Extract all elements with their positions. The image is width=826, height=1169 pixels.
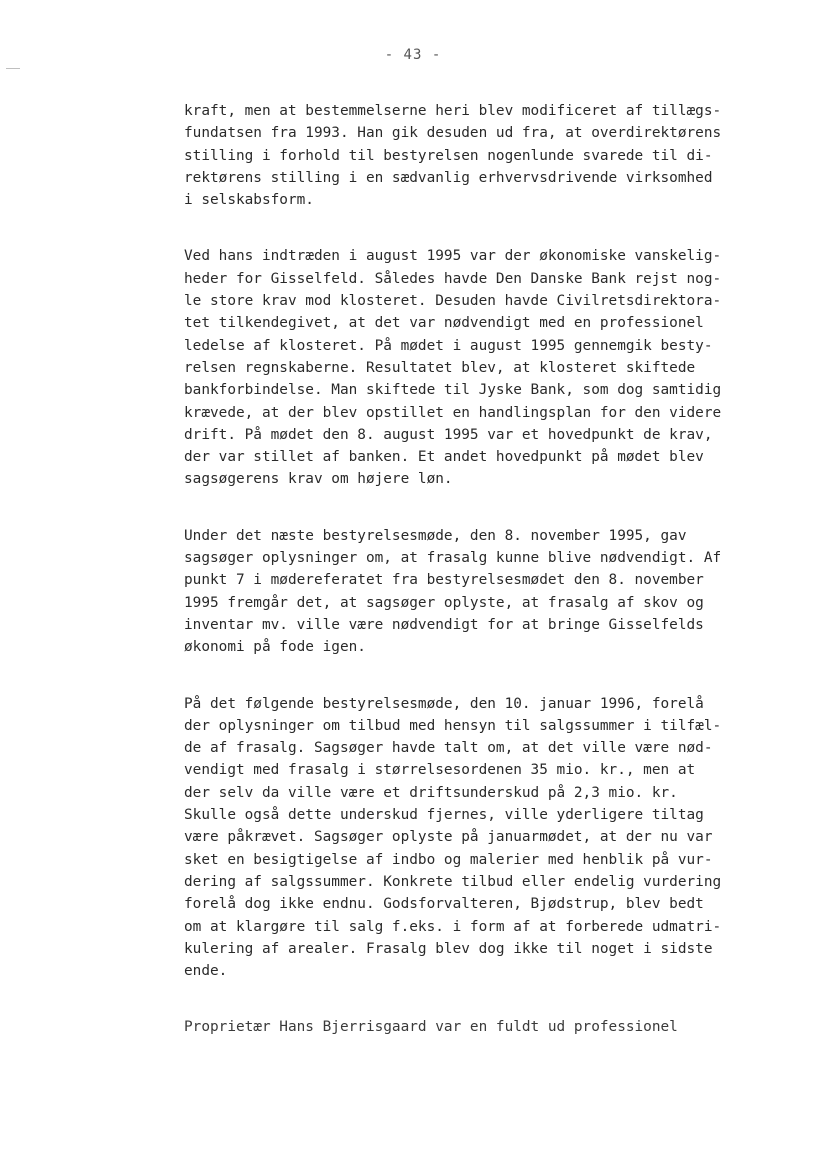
paragraph-2 — [184, 245, 816, 490]
text-line: i selskabsform. — [184, 192, 314, 209]
text-line: relsen regnskaberne. Resultatet blev, at klosteret skiftede — [184, 359, 696, 376]
text-line: sagsøgerens krav om højere løn. — [184, 471, 453, 488]
text-line: sagsøger oplysninger om, at frasalg kunne blive nødvendigt. Af — [184, 550, 722, 567]
text-line: der selv da ville være et driftsunderskud på 2,3 mio. kr. — [184, 784, 678, 801]
text-line: være påkrævet. Sagsøger oplyste på januarmødet, at der nu var — [184, 829, 713, 846]
text-line: Proprietær Hans Bjerrisgaard var en fuldt ud professionel — [184, 1019, 678, 1036]
text-line: krævede, at der blev opstillet en handlingsplan for den videre — [184, 404, 722, 421]
text-line: kulering af arealer. Frasalg blev dog ikke til noget i sidste — [184, 940, 713, 957]
text-line: Under det næste bestyrelsesmøde, den 8. november 1995, gav — [184, 527, 687, 544]
text-line: inventar mv. ville være nødvendigt for at bringe Gisselfelds — [184, 616, 704, 633]
text-line: tet tilkendegivet, at det var nødvendigt med en professionel — [184, 315, 704, 332]
paragraph-4 — [184, 693, 816, 983]
text-line: På det følgende bestyrelsesmøde, den 10. januar 1996, forelå — [184, 695, 704, 712]
text-line: ende. — [184, 963, 228, 980]
text-line: punkt 7 i mødereferatet fra bestyrelsesmødet den 8. november — [184, 572, 704, 589]
text-line: økonomi på fode igen. — [184, 639, 366, 656]
text-line: kraft, men at bestemmelserne heri blev modificeret af tillægs- — [184, 103, 722, 119]
text-line: Ved hans indtræden i august 1995 var der økonomiske vanskelig- — [184, 248, 722, 265]
paragraph-5 — [184, 1016, 816, 1038]
text-line: vendigt med frasalg i størrelsesordenen 35 mio. kr., men at — [184, 762, 696, 779]
scan-artifact-mark — [6, 68, 20, 69]
text-line: heder for Gisselfeld. Således havde Den Danske Bank rejst nog- — [184, 270, 722, 287]
text-line: forelå dog ikke endnu. Godsforvalteren, Bjødstrup, blev bedt — [184, 896, 704, 913]
text-line: le store krav mod klosteret. Desuden havde Civilretsdirektora- — [184, 293, 722, 310]
document-body — [184, 100, 816, 1073]
paragraph-1 — [184, 100, 816, 211]
page-number: - 43 - — [384, 47, 442, 63]
text-line: ledelse af klosteret. På mødet i august 1995 gennemgik besty- — [184, 337, 713, 354]
text-line: rektørens stilling i en sædvanlig erhvervsdrivende virksomhed — [184, 169, 713, 186]
text-line: drift. På mødet den 8. august 1995 var et hovedpunkt de krav, — [184, 426, 713, 443]
text-line: der var stillet af banken. Et andet hovedpunkt på mødet blev — [184, 449, 704, 466]
text-line: sket en besigtigelse af indbo og malerier med henblik på vur- — [184, 851, 713, 868]
text-line: stilling i forhold til bestyrelsen nogenlunde svarede til di- — [184, 147, 713, 164]
text-line: om at klargøre til salg f.eks. i form af at forberede udmatri- — [184, 918, 722, 935]
text-line: Skulle også dette underskud fjernes, ville yderligere tiltag — [184, 807, 704, 824]
text-line: 1995 fremgår det, at sagsøger oplyste, at frasalg af skov og — [184, 594, 704, 611]
text-line: dering af salgssummer. Konkrete tilbud eller endelig vurdering — [184, 873, 722, 890]
text-line: bankforbindelse. Man skiftede til Jyske Bank, som dog samtidig — [184, 382, 722, 399]
text-line: fundatsen fra 1993. Han gik desuden ud fra, at overdirektørens — [184, 125, 722, 142]
text-line: der oplysninger om tilbud med hensyn til salgssummer i tilfæl- — [184, 717, 722, 734]
paragraph-3 — [184, 525, 816, 659]
text-line: de af frasalg. Sagsøger havde talt om, at det ville være nød- — [184, 740, 713, 757]
